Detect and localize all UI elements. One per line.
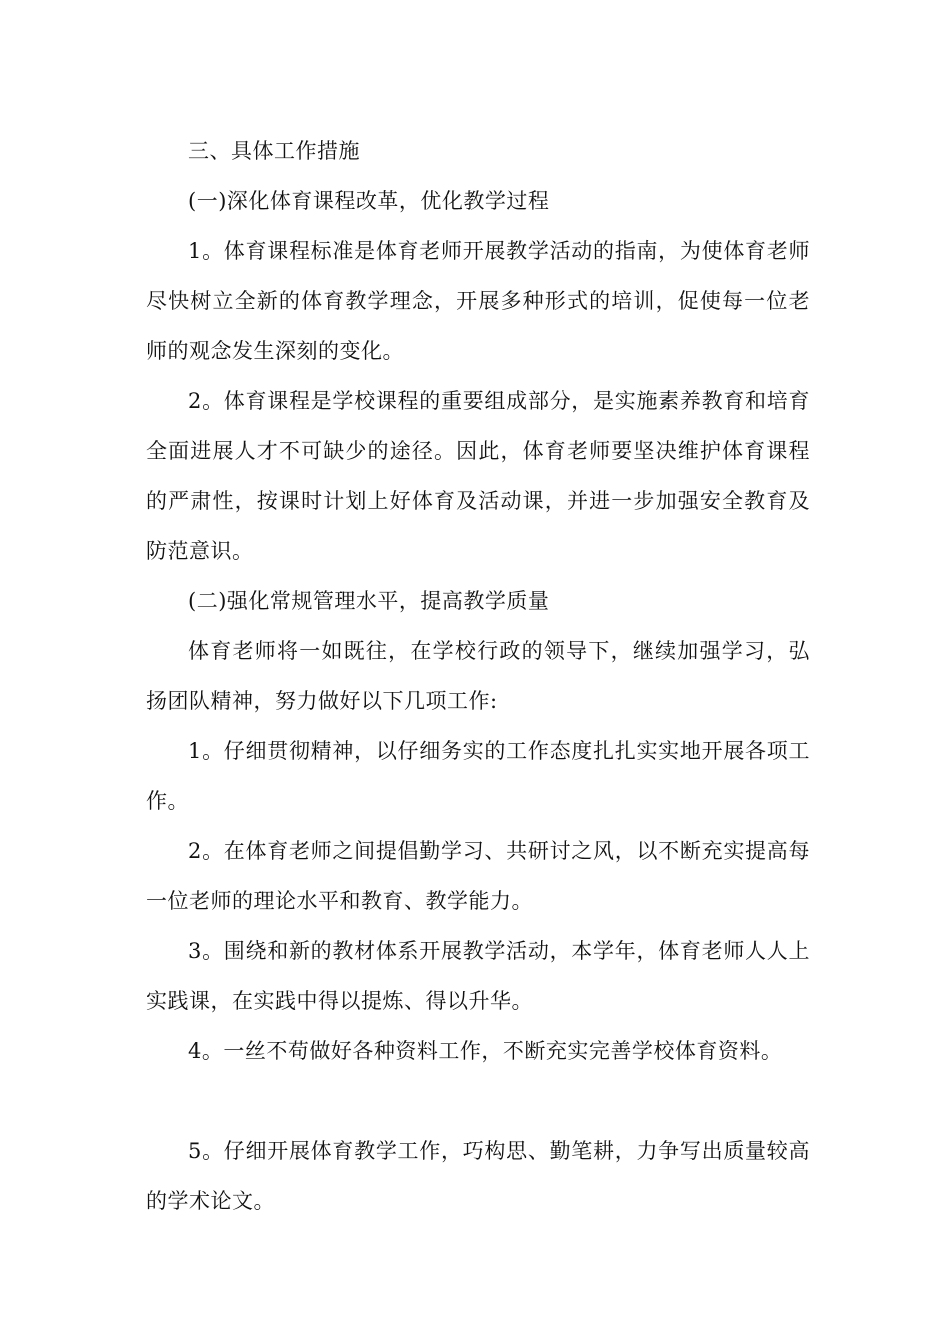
paragraph-item: 3。围绕和新的教材体系开展教学活动，本学年，体育老师人人上实践课，在实践中得以提炼、得以升华。 [146,939,810,1013]
paragraph-item: 2。体育课程是学校课程的重要组成部分，是实施素养教育和培育全面进展人才不可缺少的途径。因此，体育老师要坚决维护体育课程的严肃性，按课时计划上好体育及活动课，并进一步加强安全教育及防范意识。 [146,389,810,563]
paragraph-item: 1。体育课程标准是体育老师开展教学活动的指南，为使体育老师尽快树立全新的体育教学理念，开展多种形式的培训，促使每一位老师的观念发生深刻的变化。 [146,239,810,363]
subsection-title-1: (一)深化体育课程改革，优化教学过程 [188,189,550,213]
paragraph-item: 4。一丝不苟做好各种资料工作，不断充实完善学校体育资料。 [188,1039,783,1063]
document-body [146,126,810,1226]
paragraph-item: 2。在体育老师之间提倡勤学习、共研讨之风，以不断充实提高每一位老师的理论水平和教育、教学能力。 [146,839,810,913]
subsection-title-2: (二)强化常规管理水平，提高教学质量 [188,589,550,613]
paragraph-intro: 体育老师将一如既往，在学校行政的领导下，继续加强学习，弘扬团队精神，努力做好以下几项工作: [146,639,810,713]
section-heading: 三、具体工作措施 [188,139,360,163]
paragraph-item: 1。仔细贯彻精神，以仔细务实的工作态度扎扎实实地开展各项工作。 [146,739,810,813]
blank-line [146,1076,810,1126]
paragraph-item: 5。仔细开展体育教学工作，巧构思、勤笔耕，力争写出质量较高的学术论文。 [146,1139,810,1213]
